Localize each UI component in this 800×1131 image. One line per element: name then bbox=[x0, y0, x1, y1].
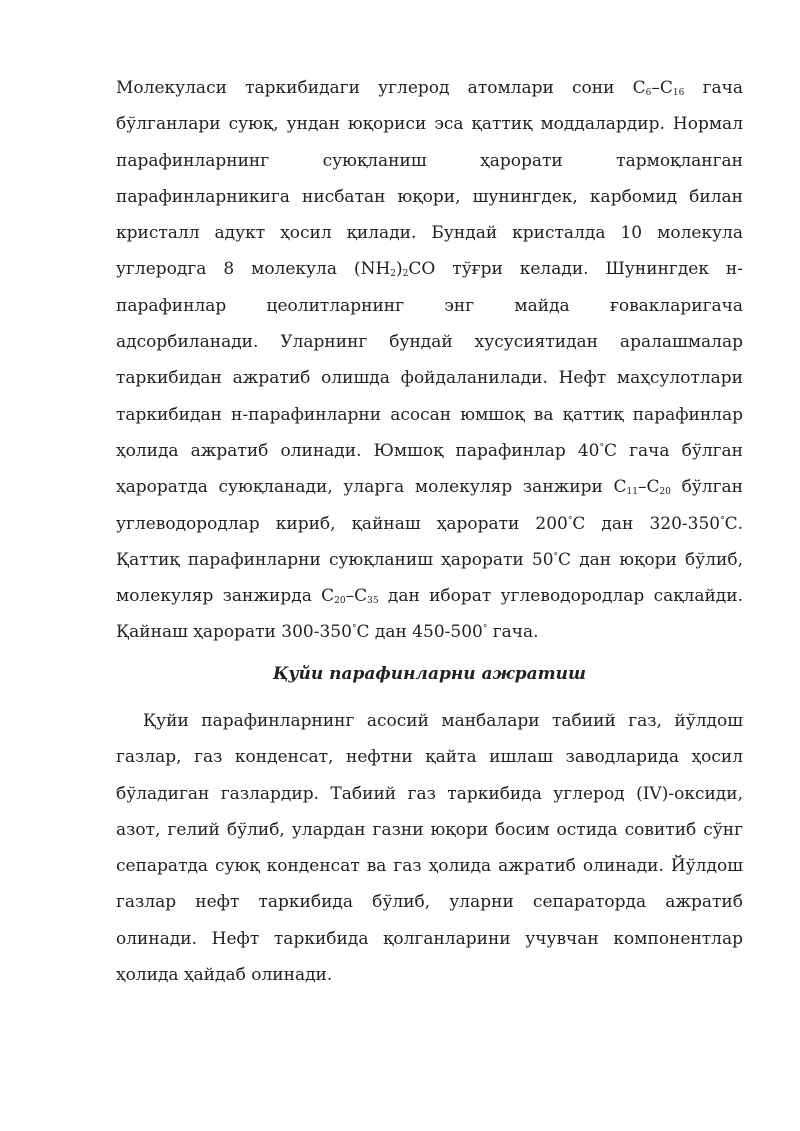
subscript: 11 bbox=[626, 487, 638, 498]
text-segment: С дан 320-350 bbox=[572, 513, 721, 534]
text-segment: –C bbox=[651, 78, 673, 98]
paragraph-light-paraffin-sources: Қуйи парафинларнинг асосий манбалари табиий газ, йўлдош газлар, газ конденсат, нефтни қайта ишлаш заводларида ҳосил бўладиган газлардир. Табиий газ таркибида углерод (IV)-оксиди, азот, гелий бўлиб, улардан газни юқори босим остида совитиб сўнг сепаратда суюқ конденсат ва газ ҳолида ажратиб олинади. Йўлдош газлар нефт таркибида бўлиб, уларни сепараторда ажратиб олинади. Нефт таркибида қолганларини учувчан компонентлар ҳолида ҳайдаб олинади. bbox=[116, 711, 743, 986]
subscript: 2 bbox=[402, 269, 409, 280]
subscript: 20 bbox=[334, 596, 346, 607]
text-segment: бўлган углеводородлар кириб, қайнаш ҳарорати 200 bbox=[116, 477, 743, 534]
subscript: 2 bbox=[390, 269, 397, 280]
paragraph-paraffin-properties bbox=[116, 70, 743, 651]
text-segment: С дан 450-500 bbox=[356, 622, 483, 643]
text-segment: –С bbox=[345, 586, 368, 607]
text-segment: С гача бўлган ҳароратда суюқланади, уларга молекуляр занжири С bbox=[116, 440, 743, 498]
degree-sign: ° bbox=[482, 624, 488, 635]
text-segment: –С bbox=[637, 477, 660, 498]
subscript: 6 bbox=[645, 88, 652, 98]
text-segment: С. Қаттиқ парафинларни суюқланиш ҳарорати 50 bbox=[116, 513, 744, 570]
degree-sign: ° bbox=[720, 515, 725, 526]
subscript: 35 bbox=[367, 596, 379, 607]
degree-sign: ° bbox=[351, 624, 357, 635]
text-segment: С дан юқори бўлиб, молекуляр занжирда С bbox=[116, 549, 743, 607]
text-segment: гача. bbox=[487, 622, 539, 643]
text-segment: CO тўғри келади. Шунингдек н-парафинлар цеолитларнинг энг майда ғовакларигача адсорбиланади. Уларнинг бундай хусусиятидан аралашмалар таркибидан ажратиб олишда фойдаланилади. Нефт маҳсулотлари таркибидан н-парафинларни асосан юмшоқ ва қаттиқ парафинлар ҳолида ажратиб олинади. Юмшоқ парафинлар 40 bbox=[116, 259, 743, 461]
text-segment: ) bbox=[396, 259, 403, 280]
subscript: 20 bbox=[659, 487, 671, 498]
text-segment: Молекуласи таркибидаги углерод атомлари сони C bbox=[116, 78, 646, 98]
text-segment: дан иборат углеводородлар сақлайди. Қайнаш ҳарорати 300-350 bbox=[116, 586, 743, 643]
degree-sign: ° bbox=[599, 442, 604, 453]
text-segment: гача бўлганлари суюқ, ундан юқориси эса қаттиқ моддалардир. Нормал парафинларнинг суюқланиш ҳарорати тармоқланган парафинларникига нисбатан юқори, шунингдек, карбомид билан кристалл адукт ҳосил қилади. Бундай кристалда 10 молекула углеродга 8 молекула (NH bbox=[116, 78, 743, 280]
degree-sign: ° bbox=[553, 551, 559, 562]
degree-sign: ° bbox=[567, 515, 573, 526]
subscript: 16 bbox=[672, 88, 685, 98]
section-heading: Қуйи парафинларни ажратиш bbox=[273, 664, 586, 684]
